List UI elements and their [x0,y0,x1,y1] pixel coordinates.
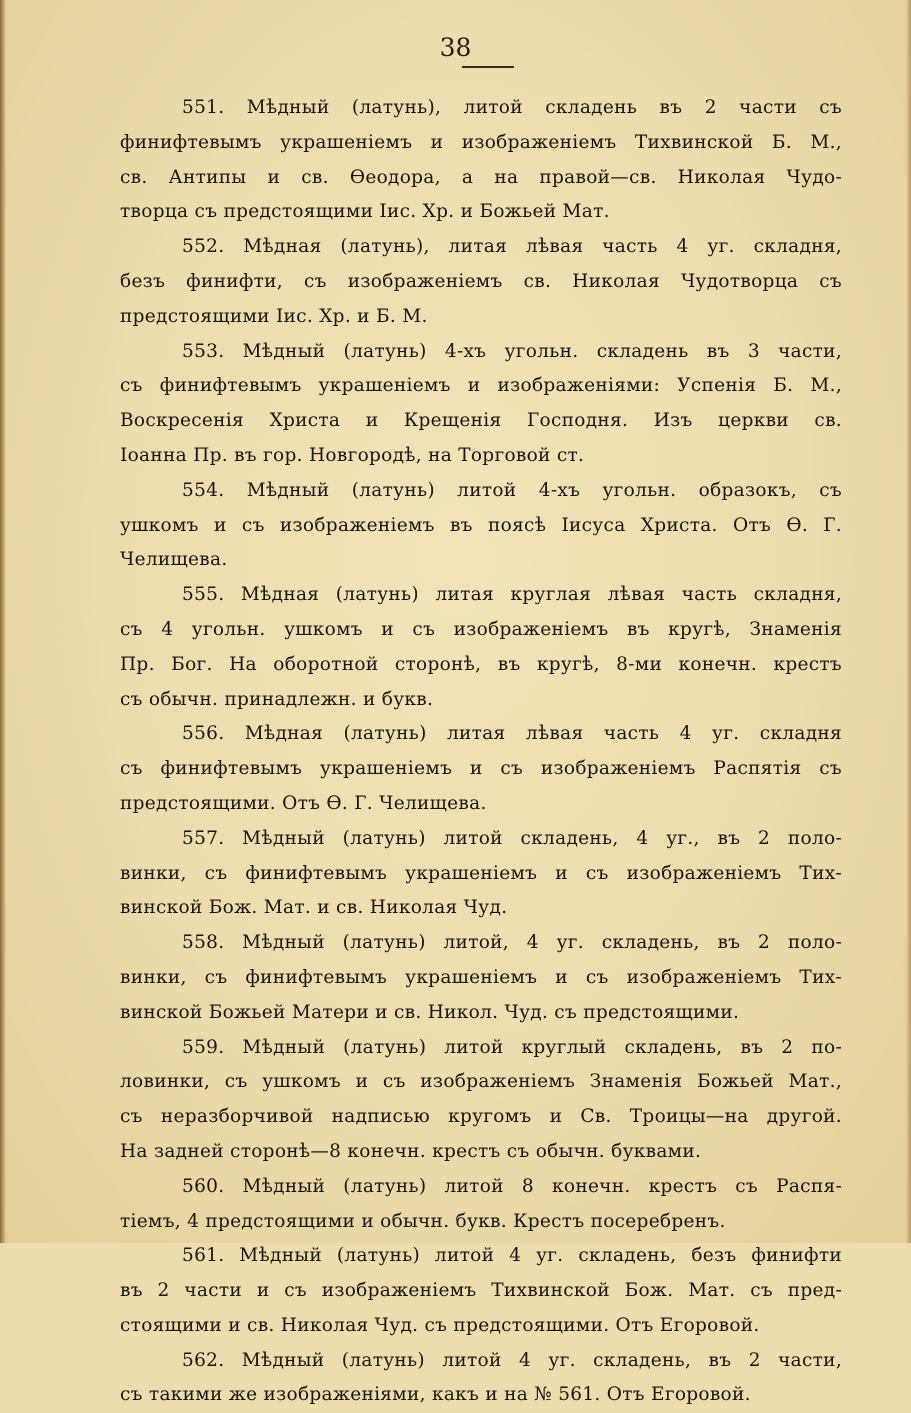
entry-line: 561. Мѣдный (латунь) литой 4 уг. складень, безъ финифти [182,1245,842,1267]
entry-line: предстоящими Іис. Хр. и Б. М. [120,305,428,327]
catalog-text [120,91,842,1413]
entry-line: 558. Мѣдный (латунь) литой, 4 уг. складень, въ 2 поло- [182,932,842,954]
entry-line: съ обычн. принадлежн. и букв. [120,688,434,710]
catalog-entry [120,230,842,334]
page-left-edge [0,0,6,1243]
page-right-edge [906,0,911,1243]
entry-line: творца съ предстоящими Іис. Хр. и Божьей Мат. [120,201,610,223]
entry-line: финифтевымъ украшеніемъ и изображеніемъ Тихвинской Б. М., [120,131,842,153]
entry-line: ушкомъ и съ изображеніемъ въ поясѣ Іисуса Христа. Отъ Ѳ. Г. [120,514,842,536]
entry-line: съ такими же изображеніями, какъ и на № 561. Отъ Егоровой. [120,1384,751,1406]
entry-line: ловинки, съ ушкомъ и съ изображеніемъ Знаменія Божьей Мат., [120,1071,842,1093]
entry-line: винки, съ финифтевымъ украшеніемъ и съ изображеніемъ Тих- [120,862,842,884]
entry-line: предстоящими. Отъ Ѳ. Г. Челищева. [120,792,487,814]
catalog-entry [120,1344,842,1413]
catalog-entry [120,335,842,474]
entry-line: 557. Мѣдный (латунь) литой складень, 4 уг., въ 2 поло- [182,827,842,849]
entry-line: 562. Мѣдный (латунь) литой 4 уг. складень, въ 2 части, [182,1349,842,1371]
entry-line: стоящими и св. Николая Чуд. съ предстоящими. Отъ Егоровой. [120,1314,760,1336]
entry-line: 552. Мѣдная (латунь), литая лѣвая часть 4 уг. складня, [182,236,842,258]
entry-line: 555. Мѣдная (латунь) литая круглая лѣвая часть складня, [182,584,842,606]
catalog-entry [120,1239,842,1343]
entry-line: 559. Мѣдный (латунь) литой круглый складень, въ 2 по- [182,1036,842,1058]
entry-line: съ неразборчивой надписью кругомъ и Св. Троицы—на другой. [120,1106,842,1128]
entry-line: 560. Мѣдный (латунь) литой 8 конечн. крестъ съ Распя- [182,1175,842,1197]
page-number: 38 [439,33,472,62]
entry-line: 553. Мѣдный (латунь) 4-хъ угольн. складень въ 3 части, [182,340,842,362]
entry-line: 556. Мѣдная (латунь) литая лѣвая часть 4 уг. складня [182,723,842,745]
catalog-entry [120,717,842,821]
entry-line: Пр. Бог. На оборотной сторонѣ, въ кругѣ, 8-ми конечн. крестъ [120,653,842,675]
entry-line: 551. Мѣдный (латунь), литой складень въ 2 части съ [182,97,842,118]
entry-line: На задней сторонѣ—8 конечн. крестъ съ обычн. буквами. [120,1140,702,1162]
entry-line: винской Бож. Мат. и св. Николая Чуд. [120,897,508,919]
entry-line: Воскресенія Христа и Крещенія Господня. Изъ церкви св. [120,410,842,432]
page-number-rule [462,66,514,68]
entry-line: винской Божьей Матери и св. Никол. Чуд. съ предстоящими. [120,1001,740,1023]
entry-line: съ 4 угольн. ушкомъ и съ изображеніемъ въ кругѣ, Знаменія [120,618,842,640]
catalog-entry [120,578,842,717]
entry-line: безъ финифти, съ изображеніемъ св. Николая Чудотворца съ [120,270,842,292]
entry-line: винки, съ финифтевымъ украшеніемъ и съ изображеніемъ Тих- [120,966,842,988]
entry-line: 554. Мѣдный (латунь) литой 4-хъ угольн. образокъ, съ [182,479,842,501]
entry-line: съ финифтевымъ украшеніемъ и съ изображеніемъ Распятія съ [120,758,842,780]
entry-line: Іоанна Пр. въ гор. Новгородѣ, на Торговой ст. [120,444,585,466]
catalog-entry [120,474,842,578]
catalog-entry [120,1031,842,1170]
entry-line: Челищева. [120,549,228,571]
entry-line: св. Антипы и св. Ѳеодора, а на правой—св. Николая Чудо- [120,166,842,188]
catalog-entry [120,822,842,926]
catalog-entry [120,926,842,1030]
entry-line: въ 2 части и съ изображеніемъ Тихвинской Бож. Мат. съ пред- [120,1280,842,1302]
entry-line: съ финифтевымъ украшеніемъ и изображеніями: Успенія Б. М., [120,375,842,397]
catalog-entry [120,1170,842,1240]
entry-line: тіемъ, 4 предстоящими и обычн. букв. Крестъ посеребренъ. [120,1210,726,1232]
catalog-entry [120,91,842,230]
